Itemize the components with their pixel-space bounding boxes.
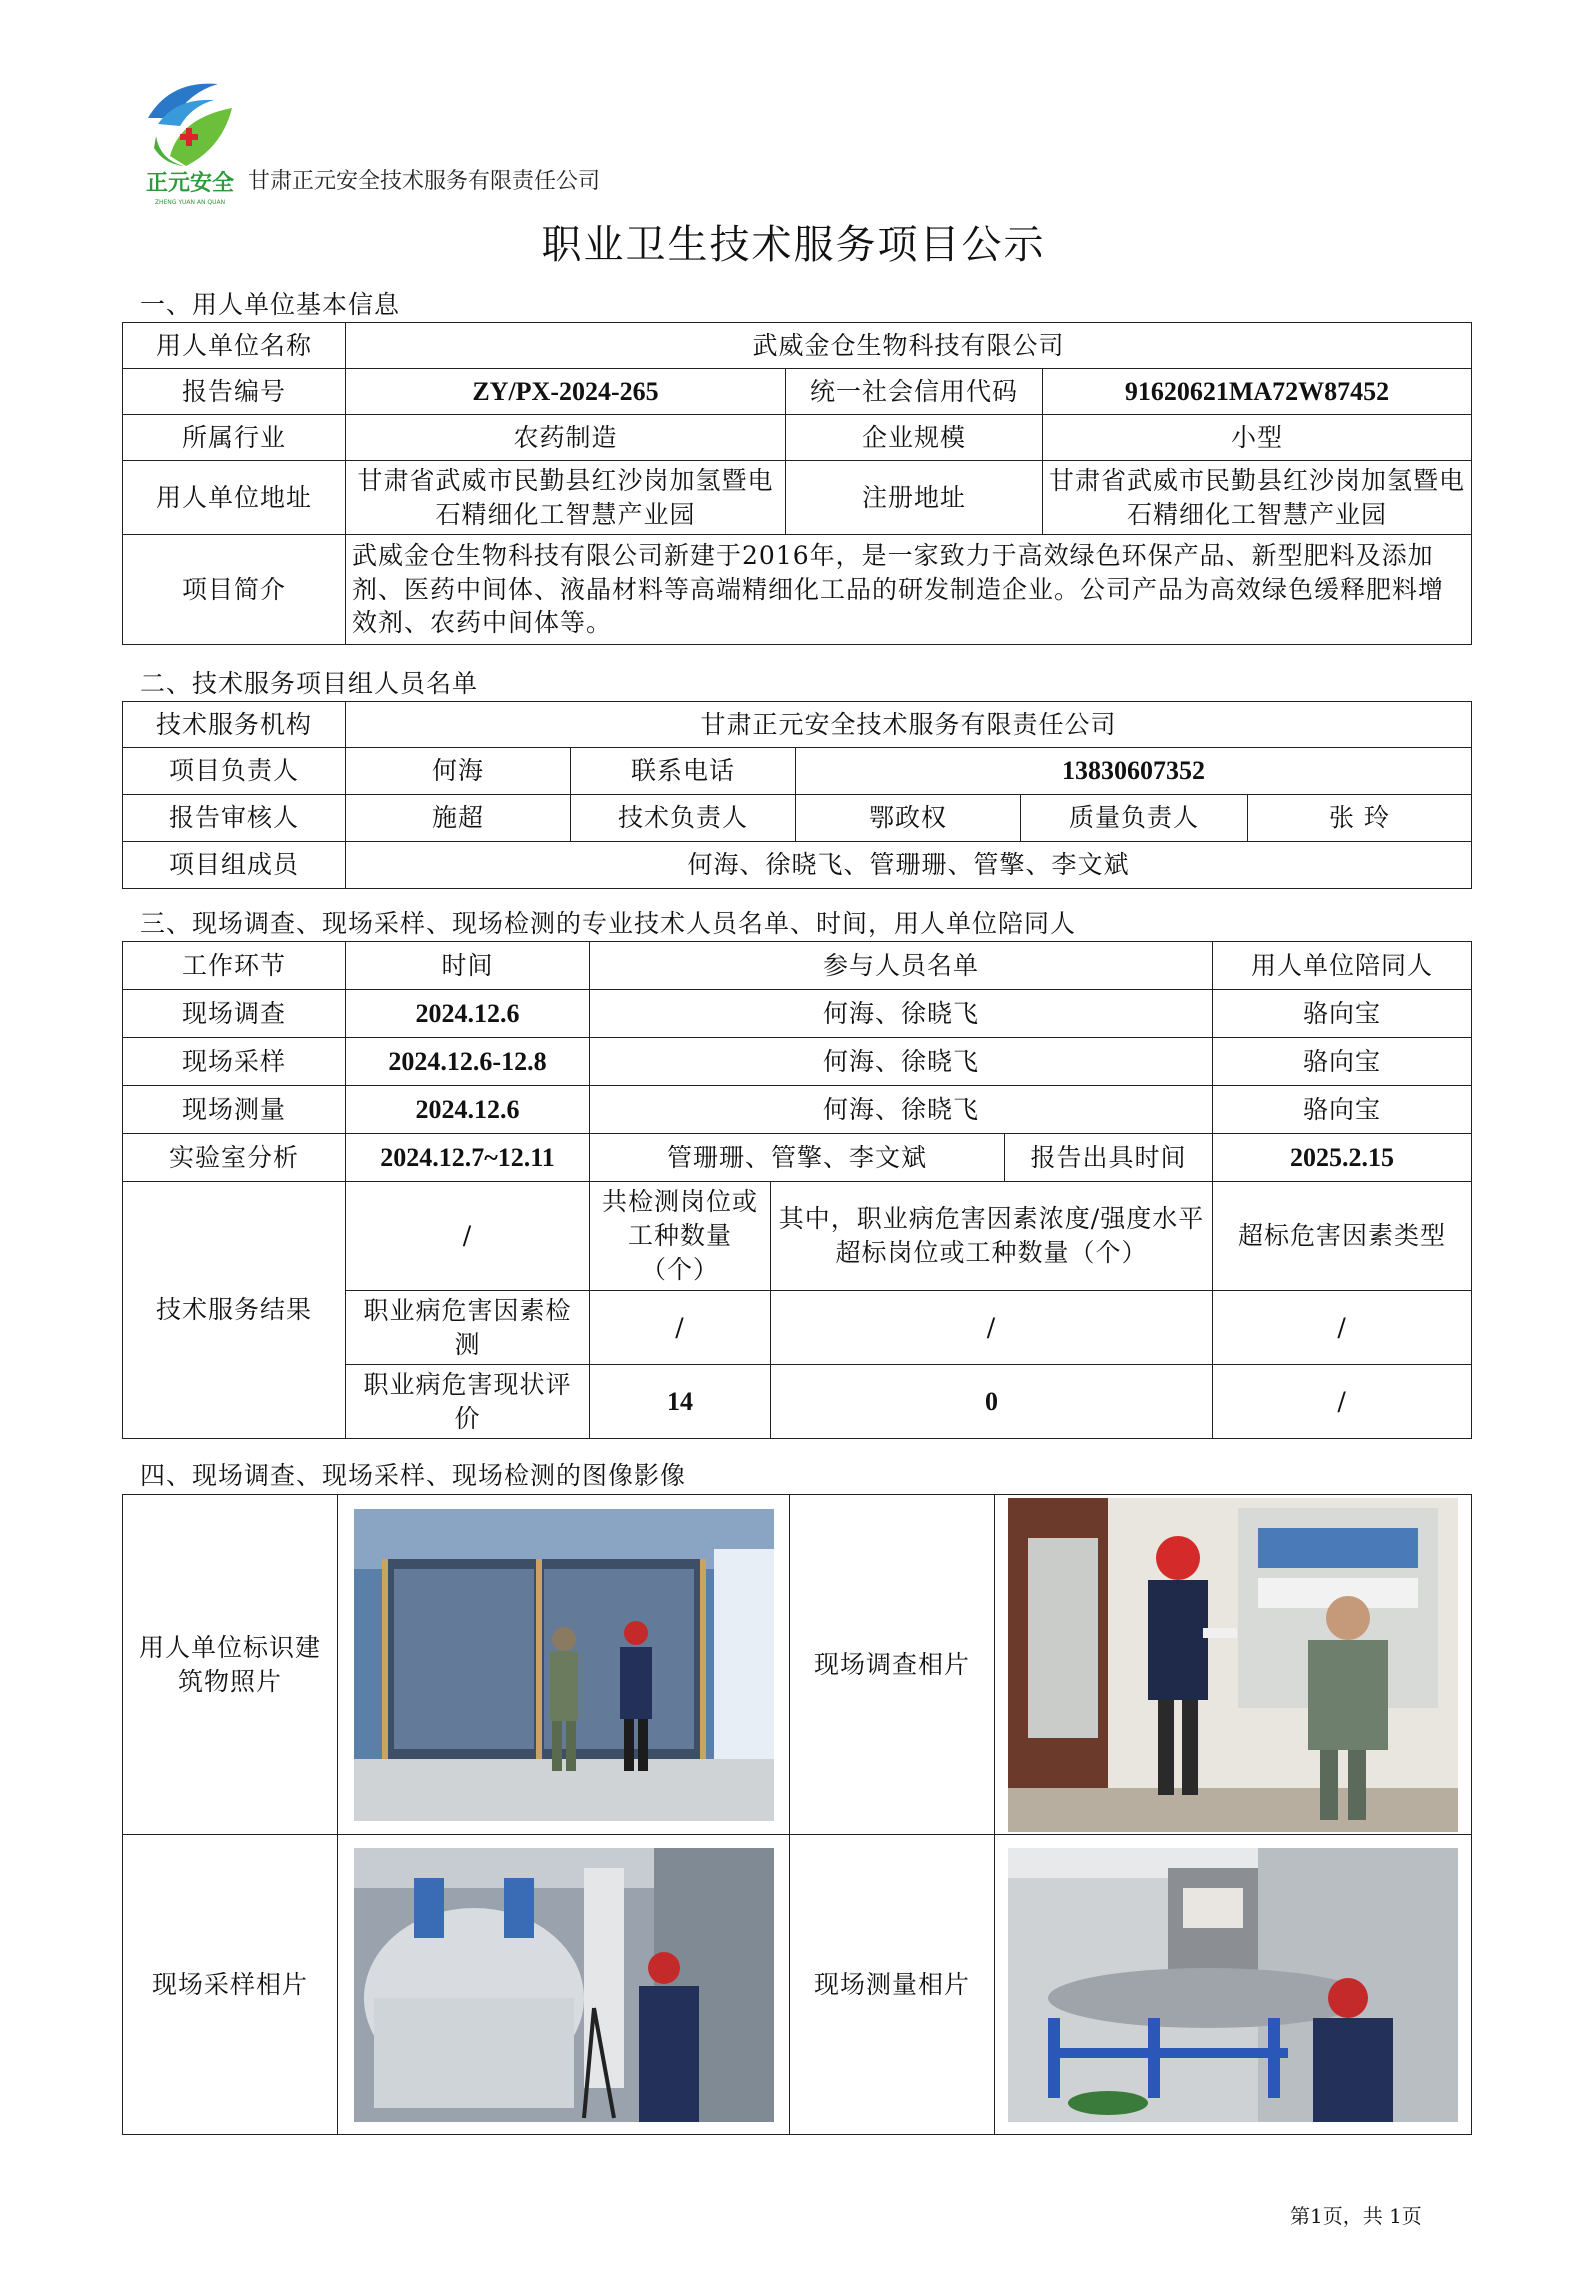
svg-text:正元安全: 正元安全: [145, 171, 235, 196]
report-no-label: 报告编号: [123, 369, 346, 415]
results-col-type: 超标危害因素类型: [1213, 1182, 1472, 1291]
result-type: /: [1213, 1291, 1472, 1365]
results-col-exceed: 其中，职业病危害因素浓度/强度水平超标岗位或工种数量（个）: [771, 1182, 1213, 1291]
table-row: [123, 990, 1472, 1038]
stage: 现场采样: [123, 1038, 346, 1086]
page-number: 第1页，共 1页: [1290, 2204, 1422, 2228]
survey-photo: [1008, 1498, 1458, 1832]
header-stage: 工作环节: [123, 942, 346, 990]
companion: 骆向宝: [1213, 1086, 1472, 1134]
org-label: 技术服务机构: [123, 702, 346, 748]
report-time-label: 报告出具时间: [1005, 1134, 1213, 1182]
quality-lead: 张 玲: [1248, 795, 1472, 842]
time: 2024.12.6-12.8: [346, 1038, 590, 1086]
leader-label: 项目负责人: [123, 748, 346, 795]
people: 何海、徐晓飞: [590, 1038, 1213, 1086]
address-label: 用人单位地址: [123, 461, 346, 535]
scale: 小型: [1043, 415, 1472, 461]
lab-row: [123, 1134, 1472, 1182]
section-3-heading: 三、现场调查、现场采样、现场检测的专业技术人员名单、时间，用人单位陪同人: [140, 909, 1077, 938]
credit-code: 91620621MA72W87452: [1043, 369, 1472, 415]
header-time: 时间: [346, 942, 590, 990]
document-title: 职业卫生技术服务项目公示: [541, 222, 1046, 268]
reg-address-label: 注册地址: [786, 461, 1043, 535]
industry: 农药制造: [346, 415, 786, 461]
fieldwork-table: [122, 941, 1472, 1439]
result-exceed: /: [771, 1291, 1213, 1365]
tech-lead-label: 技术负责人: [571, 795, 796, 842]
lab-stage: 实验室分析: [123, 1134, 346, 1182]
time: 2024.12.6: [346, 1086, 590, 1134]
tech-lead: 鄂政权: [796, 795, 1021, 842]
company-name: 甘肃正元安全技术服务有限责任公司: [248, 169, 601, 194]
results-col-count: 共检测岗位或工种数量（个）: [590, 1182, 771, 1291]
unit-name-label: 用人单位名称: [123, 323, 346, 369]
photo-label-sampling: 现场采样相片: [123, 1835, 338, 2135]
phone-number: 13830607352: [796, 748, 1472, 795]
svg-text:ZHENG YUAN AN QUAN: ZHENG YUAN AN QUAN: [154, 199, 226, 206]
lab-time: 2024.12.7~12.11: [346, 1134, 590, 1182]
results-head-blank: /: [346, 1182, 590, 1291]
measuring-photo: [1008, 1848, 1458, 2122]
photo-cell-sampling: [338, 1835, 790, 2135]
address: 甘肃省武威市民勤县红沙岗加氢暨电石精细化工智慧产业园: [346, 461, 786, 535]
service-org: 甘肃正元安全技术服务有限责任公司: [346, 702, 1472, 748]
project-intro: 武威金仓生物科技有限公司新建于2016年，是一家致力于高效绿色环保产品、新型肥料及添加剂、医药中间体、液晶材料等高端精细化工品的研发制造企业。公司产品为高效绿色缓释肥料增效剂、农药中间体等。: [346, 535, 1472, 645]
companion: 骆向宝: [1213, 1038, 1472, 1086]
photo-cell-building: [338, 1495, 790, 1835]
reviewer-label: 报告审核人: [123, 795, 346, 842]
photo-label-measuring: 现场测量相片: [790, 1835, 995, 2135]
result-type: /: [1213, 1365, 1472, 1439]
results-label: 技术服务结果: [123, 1182, 346, 1439]
header-companion: 用人单位陪同人: [1213, 942, 1472, 990]
photo-label-building: 用人单位标识建筑物照片: [123, 1495, 338, 1835]
quality-label: 质量负责人: [1021, 795, 1248, 842]
result-item: 职业病危害因素检测: [346, 1291, 590, 1365]
result-count: /: [590, 1291, 771, 1365]
team-table: [122, 701, 1472, 889]
report-no: ZY/PX-2024-265: [346, 369, 786, 415]
people: 何海、徐晓飞: [590, 990, 1213, 1038]
section-4-heading: 四、现场调查、现场采样、现场检测的图像影像: [140, 1461, 687, 1490]
time: 2024.12.6: [346, 990, 590, 1038]
table-row: [123, 1038, 1472, 1086]
credit-code-label: 统一社会信用代码: [786, 369, 1043, 415]
section-2-heading: 二、技术服务项目组人员名单: [140, 669, 479, 698]
stage: 现场测量: [123, 1086, 346, 1134]
industry-label: 所属行业: [123, 415, 346, 461]
intro-label: 项目简介: [123, 535, 346, 645]
section-1-heading: 一、用人单位基本信息: [140, 290, 401, 319]
result-exceed: 0: [771, 1365, 1213, 1439]
project-leader: 何海: [346, 748, 571, 795]
company-logo: [140, 78, 244, 208]
report-time: 2025.2.15: [1213, 1134, 1472, 1182]
photo-cell-measuring: [995, 1835, 1472, 2135]
result-item: 职业病危害现状评价: [346, 1365, 590, 1439]
phone-label: 联系电话: [571, 748, 796, 795]
photo-cell-survey: [995, 1495, 1472, 1835]
people: 何海、徐晓飞: [590, 1086, 1213, 1134]
reviewer: 施超: [346, 795, 571, 842]
stage: 现场调查: [123, 990, 346, 1038]
companion: 骆向宝: [1213, 990, 1472, 1038]
table-row: [123, 1086, 1472, 1134]
building-photo: [354, 1509, 774, 1821]
team-members: 何海、徐晓飞、管珊珊、管擎、李文斌: [346, 842, 1472, 889]
members-label: 项目组成员: [123, 842, 346, 889]
scale-label: 企业规模: [786, 415, 1043, 461]
reg-address: 甘肃省武威市民勤县红沙岗加氢暨电石精细化工智慧产业园: [1043, 461, 1472, 535]
photo-table: [122, 1494, 1472, 2135]
photo-label-survey: 现场调查相片: [790, 1495, 995, 1835]
unit-name: 武威金仓生物科技有限公司: [346, 323, 1472, 369]
sampling-photo: [354, 1848, 774, 2122]
lab-people: 管珊珊、管擎、李文斌: [590, 1134, 1005, 1182]
header-people: 参与人员名单: [590, 942, 1213, 990]
result-count: 14: [590, 1365, 771, 1439]
basic-info-table: [122, 322, 1472, 645]
